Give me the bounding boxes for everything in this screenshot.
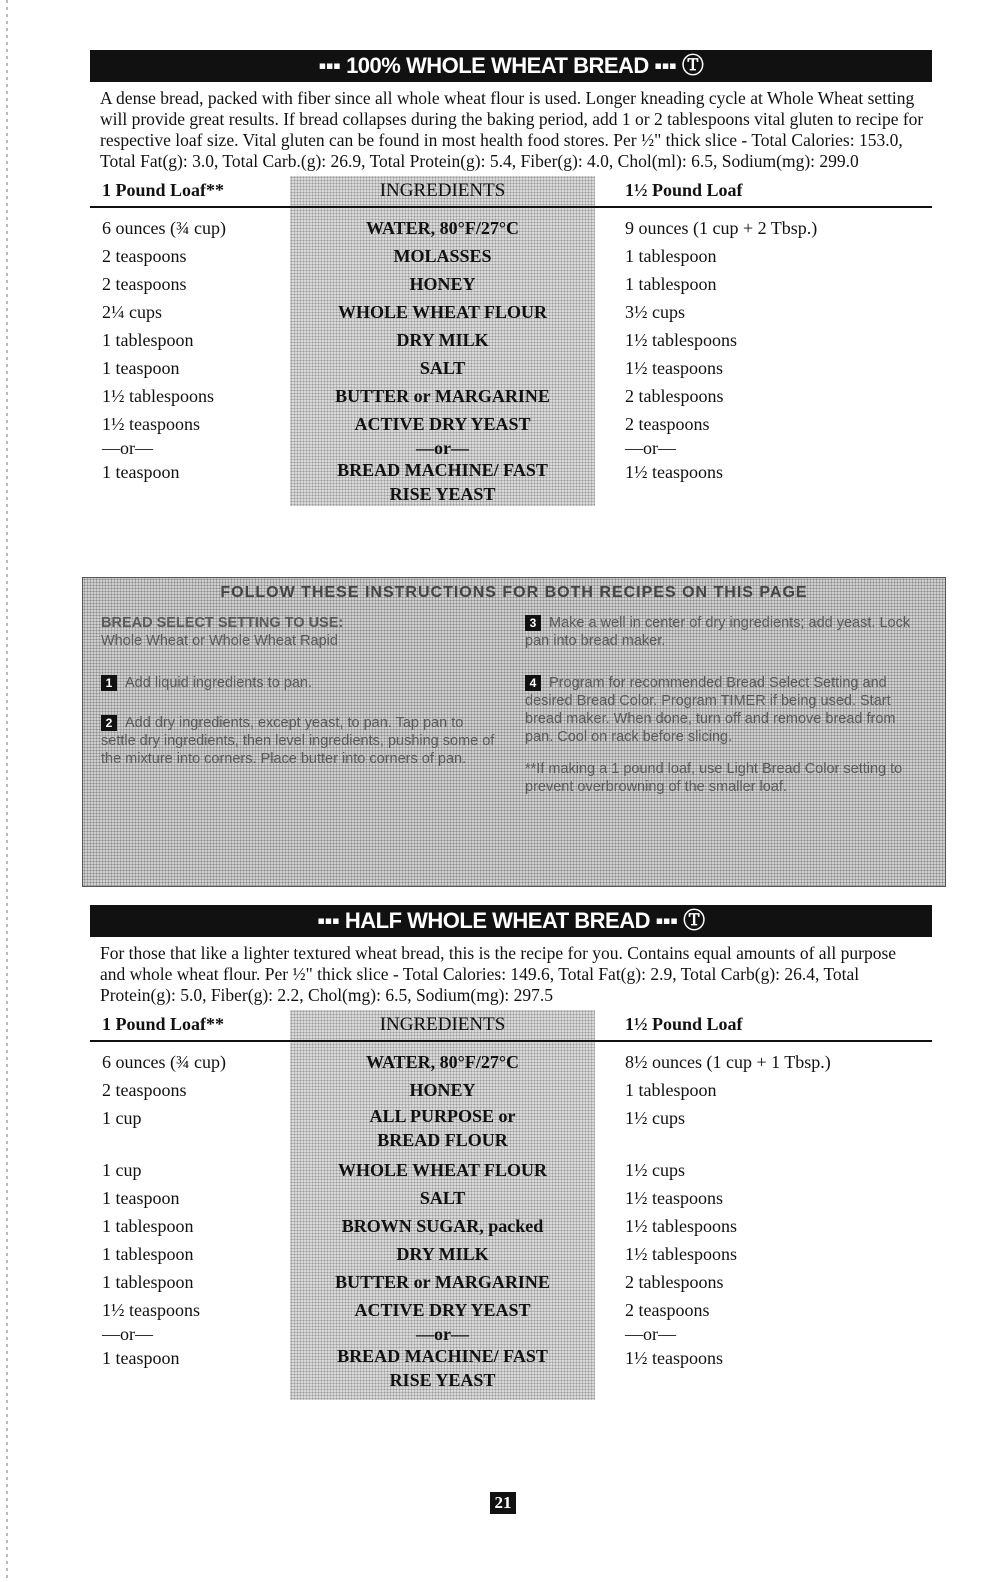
table-cell: 3½ cups — [625, 302, 685, 322]
table-cell: 2 teaspoons — [102, 246, 187, 266]
ingredient-name: BUTTER or MARGARINE — [335, 1272, 550, 1292]
table-cell: 2 teaspoons — [102, 274, 187, 294]
table-cell: 2 tablespoons — [625, 386, 724, 406]
recipe-description: For those that like a lighter textured wheat bread, this is the recipe for you. Contains equal amounts of all purpose and whole wheat flour. Per ½" thick slice - Total Calories: 149.6, Total Fat(g): 2.9, Total Carb(g): 26.4, Total Protein(g): 5.0, Fiber(g): 2.2, Chol(mg): 6.5, Sodium(mg): 297.5 — [100, 943, 897, 1005]
table-cell: 2 teaspoons — [102, 1080, 187, 1100]
setting-value: Whole Wheat or Whole Wheat Rapid — [101, 633, 338, 649]
step-text: Add liquid ingredients to pan. — [125, 675, 313, 691]
recipe-description: A dense bread, packed with fiber since all whole wheat flour is used. Longer kneading cycle at Whole Wheat setting will provide great results. If bread collapses during the baking period, add 1 or 2 tablespoons vital gluten to recipe for respective loaf size. Vital gluten can be found in most health food stores. Per ½" thick slice - Total Calories: 153.0, Total Fat(g): 3.0, Total Carb.(g): 26.9, Total Protein(g): 5.4, Fiber(g): 4.0, Chol(ml): 6.5, Sodium(mg): 299.0 — [100, 88, 924, 171]
step-number: 2 — [101, 715, 117, 731]
column-one-pound — [102, 214, 226, 486]
ingredient-name: DRY MILK — [396, 1244, 489, 1264]
table-cell: 1 teaspoon — [102, 1348, 180, 1368]
instructions-right-column — [525, 614, 925, 810]
instructions-box — [82, 577, 946, 887]
table-header — [90, 1010, 932, 1042]
table-cell: 2 teaspoons — [625, 414, 710, 434]
header-one-half-pound: 1½ Pound Loaf — [625, 180, 743, 200]
table-cell: 2 tablespoons — [625, 1272, 724, 1292]
ingredient-name: ACTIVE DRY YEAST — [354, 1300, 531, 1320]
ingredient-name: BUTTER or MARGARINE — [335, 386, 550, 406]
ingredient-name: WATER, 80°F/27°C — [365, 218, 520, 238]
step-text: Add dry ingredients, except yeast, to pan. Tap pan to settle dry ingredients, then level ingredients, pushing some of the mixture into corners. Place butter into corners of pan. — [101, 715, 495, 767]
header-one-half-pound: 1½ Pound Loaf — [625, 1014, 743, 1034]
table-cell: 1½ teaspoons — [625, 1348, 723, 1368]
instructions-title: FOLLOW THESE INSTRUCTIONS FOR BOTH RECIPES ON THIS PAGE — [220, 584, 808, 601]
header-ingredients: INGREDIENTS — [379, 1014, 506, 1035]
table-cell: 1 tablespoon — [625, 1080, 717, 1100]
column-ingredients — [290, 214, 595, 510]
ingredient-name: MOLASSES — [393, 246, 492, 266]
step-number: 1 — [101, 675, 117, 691]
note-text: **If making a 1 pound loaf, use Light Bread Color setting to prevent overbrowning of the smaller loaf. — [525, 761, 903, 795]
ingredient-name: SALT — [419, 358, 466, 378]
column-ingredients — [290, 1048, 595, 1396]
step-number: 3 — [525, 615, 541, 631]
step-number: 4 — [525, 675, 541, 691]
ingredient-name: HONEY — [409, 1080, 476, 1100]
column-one-half-pound — [625, 214, 817, 486]
ingredient-name: DRY MILK — [396, 330, 489, 350]
table-cell: 1½ tablespoons — [625, 330, 737, 350]
table-cell: 1½ teaspoons — [625, 358, 723, 378]
table-header — [90, 176, 932, 208]
table-cell: 1½ tablespoons — [102, 386, 214, 406]
ingredient-name: WHOLE WHEAT FLOUR — [337, 302, 548, 322]
header-ingredients: INGREDIENTS — [379, 180, 506, 201]
ingredient-table — [90, 1010, 932, 1400]
recipe-half-whole-wheat — [90, 905, 932, 1400]
table-cell: —or— — [102, 438, 153, 458]
table-cell: —or— — [625, 1324, 676, 1344]
table-cell: 1½ teaspoons — [625, 1188, 723, 1208]
table-cell: 1 tablespoon — [102, 1244, 194, 1264]
ingredient-name: BROWN SUGAR, packed — [341, 1216, 544, 1236]
table-cell: 1 tablespoon — [102, 1216, 194, 1236]
setting-label: BREAD SELECT SETTING TO USE: — [101, 615, 344, 631]
ingredient-name: WATER, 80°F/27°C — [365, 1052, 520, 1072]
table-cell: —or— — [625, 438, 676, 458]
page-binding-edge — [6, 0, 8, 1582]
recipe-title: ▪▪▪ 100% WHOLE WHEAT BREAD ▪▪▪ Ⓣ — [90, 50, 932, 82]
table-cell: 2 teaspoons — [625, 1300, 710, 1320]
ingredient-name: —or— — [416, 1324, 469, 1344]
ingredient-name: BREAD MACHINE/ FAST RISE YEAST — [337, 1346, 548, 1390]
table-cell: —or— — [102, 1324, 153, 1344]
table-cell: 6 ounces (¾ cup) — [102, 1052, 226, 1072]
table-cell: 1 teaspoon — [102, 358, 180, 378]
table-cell: 1½ teaspoons — [102, 1300, 200, 1320]
ingredient-name: HONEY — [409, 274, 476, 294]
step-text: Make a well in center of dry ingredients; add yeast. Lock pan into bread maker. — [525, 615, 911, 649]
ingredient-name: ACTIVE DRY YEAST — [354, 414, 531, 434]
table-cell: 1 cup — [102, 1160, 142, 1180]
table-cell: 8½ ounces (1 cup + 1 Tbsp.) — [625, 1052, 831, 1072]
ingredient-name: BREAD MACHINE/ FAST RISE YEAST — [337, 460, 548, 504]
table-cell: 1 tablespoon — [102, 1272, 194, 1292]
table-cell: 1½ cups — [625, 1160, 685, 1180]
column-one-half-pound — [625, 1048, 831, 1372]
ingredient-name: ALL PURPOSE or BREAD FLOUR — [369, 1106, 516, 1150]
table-cell: 1½ teaspoons — [102, 414, 200, 434]
ingredient-name: WHOLE WHEAT FLOUR — [337, 1160, 548, 1180]
column-one-pound — [102, 1048, 226, 1372]
table-cell: 1½ tablespoons — [625, 1244, 737, 1264]
table-cell: 1½ teaspoons — [625, 462, 723, 482]
table-cell: 2¼ cups — [102, 302, 162, 322]
recipe-title: ▪▪▪ HALF WHOLE WHEAT BREAD ▪▪▪ Ⓣ — [90, 905, 932, 937]
ingredient-name: SALT — [419, 1188, 466, 1208]
table-cell: 1 tablespoon — [625, 274, 717, 294]
table-cell: 1 cup — [102, 1108, 142, 1128]
table-cell: 1½ cups — [625, 1108, 685, 1128]
ingredient-name: —or— — [416, 438, 469, 458]
header-one-pound: 1 Pound Loaf** — [102, 1014, 225, 1034]
instructions-left-column — [101, 614, 501, 782]
ingredient-table — [90, 176, 932, 506]
table-cell: 1 tablespoon — [625, 246, 717, 266]
recipe-whole-wheat — [90, 50, 932, 506]
table-cell: 6 ounces (¾ cup) — [102, 218, 226, 238]
table-cell: 1 tablespoon — [102, 330, 194, 350]
table-cell: 1 teaspoon — [102, 462, 180, 482]
table-cell: 9 ounces (1 cup + 2 Tbsp.) — [625, 218, 818, 238]
table-cell: 1 teaspoon — [102, 1188, 180, 1208]
header-one-pound: 1 Pound Loaf** — [102, 180, 225, 200]
page-number: 21 — [490, 1492, 516, 1514]
step-text: Program for recommended Bread Select Setting and desired Bread Color. Program TIMER if being used. Start bread maker. When done, turn off and remove bread from pan. Cool on rack before slicing. — [525, 675, 896, 745]
table-cell: 1½ tablespoons — [625, 1216, 737, 1236]
